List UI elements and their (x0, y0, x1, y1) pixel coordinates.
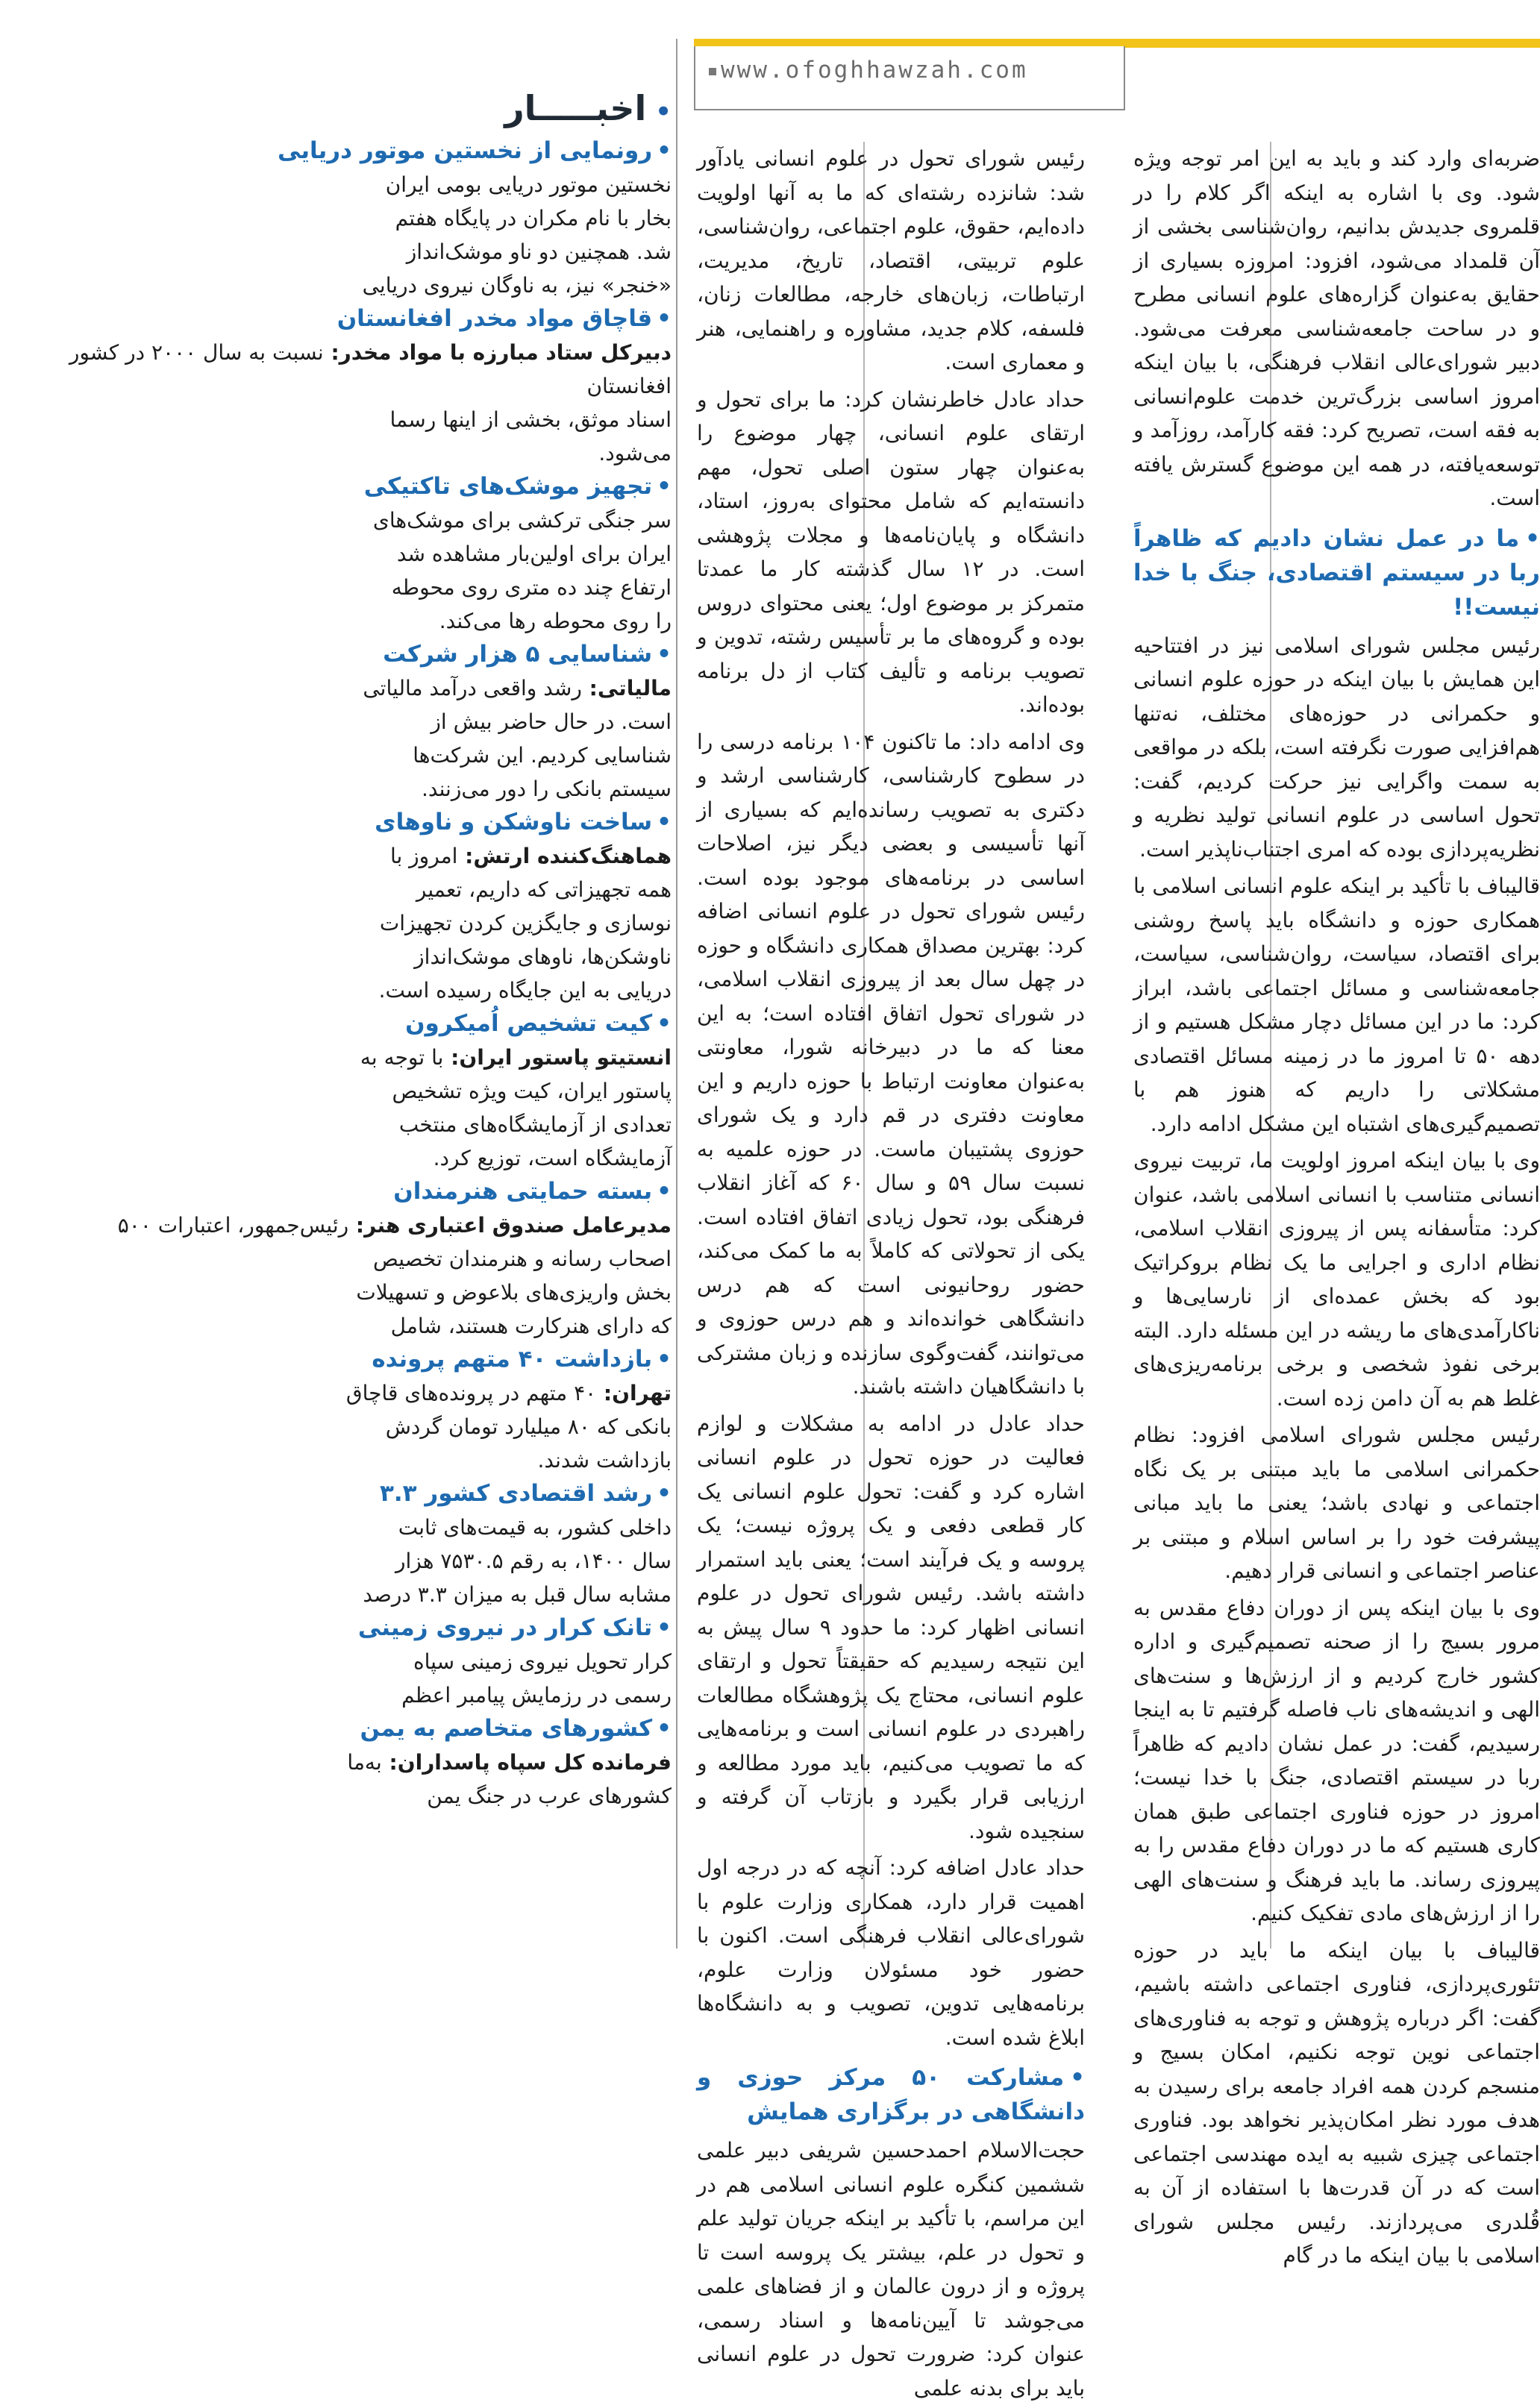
site-url-banner (694, 46, 1125, 110)
news-text-line (0, 1276, 672, 1309)
article-right-column (1133, 142, 1540, 2276)
news-text-line (0, 1141, 672, 1175)
news-text: ۴۰ متهم در پرونده‌های قاچاق (345, 1381, 597, 1405)
news-text: نسبت به سال ۲۰۰۰ در کشور افغانستان (69, 340, 672, 398)
paragraph: حداد عادل اضافه کرد: آنچه که در درجه اول اهمیت قرار دارد، همکاری وزارت علوم با شورای‌عالی انقلاب فرهنگی است. اکنون با حضور خود مسئولان وزارت علوم، برنامه‌هایی تدوین، تصویب و به دانشگاه‌ها ابلاغ شده است. (697, 1855, 1085, 2050)
news-headline-text: تانک کرار در نیروی زمینی (357, 1614, 653, 1641)
news-text: امروز با (389, 844, 458, 868)
news-text-line (0, 504, 672, 537)
news-text: سال ۱۴۰۰، به رقم ۷۵۳۰.۵ هزار (395, 1549, 672, 1573)
news-text-line (0, 403, 672, 436)
bullet-icon: • (657, 1178, 672, 1205)
news-text-line (0, 1746, 672, 1779)
news-text-line (0, 1578, 672, 1611)
paragraph: حداد عادل در ادامه به مشکلات و لوازم فعالیت در حوزه تحول در علوم انسانی اشاره کرد و گفت: تحول علوم انسانی یک کار قطعی دفعی و یک پروژه نیست؛ یک پروسه و یک فرآیند است؛ یعنی باید استمرار داشته باشد. رئیس شورای تحول در علوم انسانی اظهار کرد: ما حدود ۹ سال پیش به این نتیجه رسیدیم که حقیقتاً تحول و ارتقای علوم انسانی، محتاج یک پژوهشگاه مطالعات راهبردی در علوم انسانی است و برنامه‌هایی که ما تصویب می‌کنیم، باید مورد مطالعه و ارزیابی قرار بگیرد و بازتاب آن گرفته و سنجیده شود. (697, 1411, 1086, 1843)
news-text: تعدادی از آزمایشگاه‌های منتخب (398, 1112, 672, 1137)
news-lead: مالیاتی: (581, 676, 672, 700)
news-text: مشابه سال قبل به میزان ۳.۳ درصد (363, 1582, 672, 1607)
news-text-line (0, 235, 672, 269)
subheading-text: ما در عمل نشان دادیم که ظاهراً ربا در سیستم اقتصادی، جنگ با خدا نیست!! (1133, 524, 1540, 621)
news-text-line (0, 1645, 672, 1678)
news-text-line (0, 1376, 672, 1410)
news-text: بانکی که ۸۰ میلیارد تومان گردش (385, 1414, 672, 1439)
bullet-icon: • (657, 809, 672, 835)
news-text: نوسازی و جایگزین کردن تجهیزات (379, 911, 672, 935)
news-text: شناسایی کردیم. این شرکت‌ها (413, 743, 672, 768)
news-text: رئیس‌جمهور، اعتبارات ۵۰۰ (117, 1213, 349, 1238)
news-text: رشد واقعی درآمد مالیاتی (363, 676, 582, 700)
news-lead: انستیتو پاستور ایران: (443, 1045, 672, 1070)
bullet-icon: • (657, 1715, 672, 1742)
news-text: می‌شود. (598, 441, 672, 465)
news-text: «خنجر» نیز، به ناوگان نیروی دریایی (362, 273, 672, 298)
bullet-icon: • (657, 305, 672, 332)
news-text: کرار تحویل نیروی زمینی سپاه (413, 1649, 672, 1674)
news-text-line (0, 1208, 672, 1242)
news-text: همه تجهیزاتی که داریم، تعمیر (416, 877, 672, 902)
news-text-line (0, 1779, 672, 1813)
news-text: نخستین موتور دریایی بومی ایران (385, 172, 672, 197)
news-text: با توجه به (360, 1045, 444, 1070)
news-text-line (0, 739, 672, 772)
news-text-line (0, 1074, 672, 1108)
news-lead: دبیرکل ستاد مبارزه با مواد مخدر: (323, 340, 672, 365)
news-lead: هماهنگ‌کننده ارتش: (457, 844, 672, 868)
news-text: دریایی به این جایگاه رسیده است. (378, 978, 672, 1003)
news-text: رسمی در رزمایش پیامبر اعظم (401, 1683, 672, 1708)
news-lead: تهران: (596, 1381, 672, 1405)
news-list (0, 134, 672, 1813)
bullet-icon: • (657, 641, 672, 668)
news-text: بخار با نام مکران در پایگاه هفتم (395, 206, 672, 231)
news-text: است. در حال حاضر بیش از (431, 709, 672, 734)
news-text-line (0, 1678, 672, 1712)
news-headline-text: ساخت ناوشکن و ناوهای (375, 809, 653, 835)
paragraph: رئیس شورای تحول در علوم انسانی یادآور شد: شانزده رشته‌ای که ما به آنها اولویت داده‌ایم، حقوق، علوم اجتماعی، روان‌شناسی، علوم تربیتی، اقتصاد، تاریخ، مدیریت، ارتباطات، زبان‌های خارجه، مطالعات زنان، فلسفه، کلام جدید، مشاوره و راهنمایی، هنر و معماری است. (697, 146, 1085, 374)
news-text: اصحاب رسانه و هنرمندان تخصیص (372, 1247, 672, 1271)
news-text-line (0, 906, 672, 940)
news-headline (0, 1343, 672, 1376)
news-text-line (0, 940, 672, 973)
news-headline-text: کشورهای متخاصم به یمن (360, 1715, 653, 1742)
news-text: ایران برای اولین‌بار مشاهده شد (396, 542, 672, 566)
news-text-line (0, 1108, 672, 1141)
news-text-line (0, 1041, 672, 1074)
left-news-column (69, 0, 677, 1948)
news-text: ارتفاع چند ده متری روی محوطه (391, 575, 672, 600)
paragraph: ضربه‌ای وارد کند و باید به این امر توجه ویژه شود. وی با اشاره به اینکه اگر کلام را در قلمروی جدیدش بدانیم، روان‌شناسی بخشی از آن قلمداد می‌شود، افزود: امروزه بسیاری از حقایق به‌عنوان گزاره‌های علوم انسانی مطرح و در ساحت جامعه‌شناسی معرفت می‌شود. دبیر شورای‌عالی انقلاب فرهنگی، با بیان اینکه امروز اساسی بزرگ‌ترین خدمت علوم‌انسانی به فقه است، تصریح کرد: فقه کارآمد، روزآمد و توسعه‌یافته، در همه این موضوع گسترش یافته است. (1133, 146, 1540, 510)
news-text: بخش واریزی‌های بلاعوض و تسهیلات (356, 1280, 672, 1305)
news-text: داخلی کشور، به قیمت‌های ثابت (398, 1515, 672, 1540)
subheading (1133, 521, 1540, 624)
paragraph: وی با بیان اینکه امروز اولویت ما، تربیت نیروی انسانی متناسب با انسانی اسلامی باشد، عنوان کرد: متأسفانه پس از پیروزی انقلاب اسلامی، نظام اداری و اجرایی ما یک نظام بروکراتیک بود که بخش عمده‌ای از نارسایی‌ها و ناکارآمدی‌های ما ریشه در این مسئله دارد. البته برخی نفوذ شخصی و برخی برنامه‌ریزی‌های غلط هم به آن دامن زده است. (1133, 1148, 1540, 1411)
subheading-text: مشارکت ۵۰ مرکز حوزی و دانشگاهی در برگزاری همایش (697, 2064, 1085, 2125)
news-text: بازداشت شدند. (537, 1448, 672, 1473)
news-text-line (0, 772, 672, 806)
news-headline (0, 1007, 672, 1041)
news-text-line (0, 571, 672, 604)
paragraph: رئیس مجلس شورای اسلامی نیز در افتتاحیه این همایش با بیان اینکه در حوزه علوم انسانی و حکمرانی در حوزه‌های مختلف، نه‌تنها هم‌افزایی صورت نگرفته است، بلکه در مواقعی به سمت واگرایی نیز حرکت کردیم، گفت: تحول اساسی در علوم انسانی تولید نظریه و نظریه‌پردازی بوده که امری اجتناب‌ناپذیر است. (1133, 633, 1540, 862)
news-text: اسناد موثق، بخشی از اینها رسما (389, 407, 672, 432)
paragraph: قالیباف با بیان اینکه ما باید در حوزه تئوری‌پردازی، فناوری اجتماعی داشته باشیم، گفت: اگر درباره پژوهش و توجه به فناوری‌های اجتماعی نوین توجه نکنیم، امکان بسیج و منسجم کردن همه افراد جامعه برای رسیدن به هدف مورد نظر امکان‌پذیر نخواهد بود. فناوری اجتماعی چیزی شبیه به ایده مهندسی اجتماعی است که در آن قدرت‌ها با استفاده از آن به قُلدری می‌پردازند. رئیس مجلس شورای اسلامی با بیان اینکه ما در گام (1133, 1937, 1540, 2268)
paragraph: قالیباف با تأکید بر اینکه علوم انسانی اسلامی با همکاری حوزه و دانشگاه باید پاسخ روشنی برای اقتصاد، سیاست، روان‌شناسی، سیاست، جامعه‌شناسی و مسائل اجتماعی باشد، ابراز کرد: ما در این مسائل دچار مشکل هستیم و از دهه ۵۰ تا امروز ما در زمینه مسائل اقتصادی مشکلاتی را داریم که هنوز هم با تصمیم‌گیری‌های اشتباه این مشکل ادامه دارد. (1133, 874, 1540, 1136)
news-headline (0, 638, 672, 671)
news-text: به‌ما (347, 1750, 382, 1775)
news-text-line (0, 1309, 672, 1343)
news-text-line (0, 873, 672, 906)
news-text-line (0, 436, 672, 470)
news-text-line (0, 973, 672, 1007)
news-headline-text: شناسایی ۵ هزار شرکت (383, 641, 653, 668)
news-text: را روی محوطه رها می‌کند. (439, 609, 672, 633)
bullet-icon: • (657, 1346, 672, 1373)
bullet-icon: • (1525, 524, 1540, 552)
news-headline (0, 1712, 672, 1746)
news-text-line (0, 604, 672, 638)
news-headline (0, 134, 672, 168)
news-text-line (0, 1544, 672, 1578)
news-text-line (0, 1410, 672, 1443)
news-headline-text: کیت تشخیص اُمیکرون (405, 1010, 653, 1037)
bullet-icon: • (657, 137, 672, 164)
news-text-line (0, 537, 672, 571)
paragraph: وی ادامه داد: ما تاکنون ۱۰۴ برنامه درسی را در سطوح کارشناسی، کارشناسی ارشد و دکتری به تصویب رسانده‌ایم که بسیاری از آنها تأسیسی و بعضی دیگر نیز، اصلاحات اساسی در برنامه‌های موجود بوده است. رئیس شورای تحول در علوم انسانی اضافه کرد: بهترین مصداق همکاری دانشگاه و حوزه در چهل سال بعد از پیروزی انقلاب اسلامی، در شورای تحول اتفاق افتاده است؛ به این معنا که ما در دبیرخانه شورا، معاونتی به‌عنوان معاونت ارتباط با حوزه داریم و این معاونت دفتری در قم دارد و یک شورای حوزوی پشتیبان ماست. در حوزه علمیه به نسبت سال ۵۹ و سال ۶۰ که آغاز انقلاب فرهنگی بود، تحول زیادی اتفاق افتاده است. یکی از تحولاتی که کاملاً به ما کمک می‌کند، حضور روحانیونی است که هم درس دانشگاهی خوانده‌اند و هم درس حوزوی و می‌توانند، گفت‌وگوی سازنده و زبان مشترکی با دانشگاهیان داشته باشند. (697, 729, 1085, 1399)
news-headline-text: بسته حمایتی هنرمندان (393, 1178, 653, 1205)
paragraph: رئیس مجلس شورای اسلامی افزود: نظام حکمرانی اسلامی ما باید مبتنی بر یک نگاه اجتماعی و نهادی باشد؛ یعنی ما باید مبانی پیشرفت خود را بر اساس اسلام و مبتنی بر عناصر اجتماعی و انسانی قرار دهیم. (1133, 1423, 1540, 1583)
news-headline-text: قاچاق مواد مخدر افغانستان (337, 305, 653, 332)
news-text-line (0, 705, 672, 739)
news-headline-text: رونمایی از نخستین موتور دریایی (278, 137, 653, 164)
news-text-line (0, 1443, 672, 1477)
news-headline (0, 1477, 672, 1511)
news-text-line (0, 201, 672, 235)
news-text-line (0, 336, 672, 403)
news-headline (0, 806, 672, 839)
subheading (697, 2060, 1085, 2129)
bullet-icon: • (1070, 2064, 1085, 2091)
news-text-line (0, 671, 672, 705)
news-lead: فرمانده کل سپاه پاسداران: (381, 1750, 672, 1775)
news-headline-text: بازداشت ۴۰ متهم پرونده (372, 1346, 653, 1373)
section-heading: •اخبـــــار (504, 88, 672, 128)
news-text: پاستور ایران، کیت ویژه تشخیص (392, 1079, 672, 1103)
bullet-icon: • (657, 1614, 672, 1641)
bullet-icon: • (657, 1480, 672, 1507)
news-headline-text: تجهیز موشک‌های تاکتیکی (363, 473, 653, 500)
news-text-line (0, 1242, 672, 1276)
news-headline (0, 1175, 672, 1208)
news-text: شد. همچنین دو ناو موشک‌انداز (406, 239, 672, 264)
news-text: سر جنگی ترکشی برای موشک‌های (372, 508, 672, 533)
news-headline (0, 1611, 672, 1645)
news-text: سیستم بانکی را دور می‌زنند. (421, 777, 672, 801)
news-text-line (0, 1511, 672, 1544)
news-lead: مدیرعامل صندوق اعتباری هنر: (348, 1213, 672, 1238)
news-text: کشورهای عرب در جنگ یمن (427, 1784, 672, 1808)
news-headline (0, 302, 672, 336)
news-headline (0, 470, 672, 504)
news-text: ناوشکن‌ها، ناوهای موشک‌انداز (414, 944, 672, 969)
news-text-line (0, 168, 672, 201)
news-headline-text: رشد اقتصادی کشور ۳.۳ (379, 1480, 653, 1507)
news-text-line (0, 269, 672, 302)
paragraph: حجت‌الاسلام احمدحسین شریفی دبیر علمی ششمین کنگره علوم انسانی اسلامی هم در این مراسم، با تأکید بر اینکه جریان تولید علم و تحول در علم، بیشتر یک پروسه است تا پروژه و از درون عالمان و از فضاهای علمی می‌جوشد تا آیین‌نامه‌ها و اسناد رسمی، عنوان کرد: ضرورت تحول در علوم انسانی باید برای بدنه علمی (697, 2138, 1085, 2401)
article-middle-column (697, 142, 1085, 2408)
news-text: آزمایشگاه است، توزیع کرد. (433, 1146, 672, 1170)
news-text: که دارای هنرکارت هستند، شامل (390, 1314, 672, 1338)
site-url: www.ofoghhawzah.com (709, 57, 1028, 84)
bullet-icon: • (657, 1010, 672, 1037)
news-text-line (0, 839, 672, 873)
paragraph: وی با بیان اینکه پس از دوران دفاع مقدس به مرور بسیج را از صحنه تصمیم‌گیری و اداره کشور خارج کردیم و از ارزش‌ها و سنت‌های الهی و اندیشه‌های ناب فاصله گرفتیم تا به اینجا رسیدیم، گفت: در عمل نشان دادیم که ظاهراً ربا در سیستم اقتصادی، جنگ با خدا نیست؛ امروز در حوزه فناوری اجتماعی طبق همان کاری هستیم که ما در دوران دفاع مقدس را به پیروزی رساند. ما باید فرهنگ و سنت‌های الهی را از ارزش‌های مادی تفکیک کنیم. (1133, 1595, 1540, 1925)
paragraph: حداد عادل خاطرنشان کرد: ما برای تحول و ارتقای علوم انسانی، چهار موضوع را به‌عنوان چهار ستون اصلی تحول، مهم دانسته‌ایم که شامل محتوای به‌روز، استاد، دانشگاه و پایان‌نامه‌ها و مجلات پژوهشی است. در ۱۲ سال گذشته کار ما عمدتا متمرکز بر موضوع اول؛ یعنی محتوای دروس بوده و گروه‌های ما بر تأسیس رشته، تدوین و تصویب برنامه و تألیف کتاب از دل برنامه بوده‌اند. (697, 386, 1085, 717)
bullet-icon: • (657, 473, 672, 500)
